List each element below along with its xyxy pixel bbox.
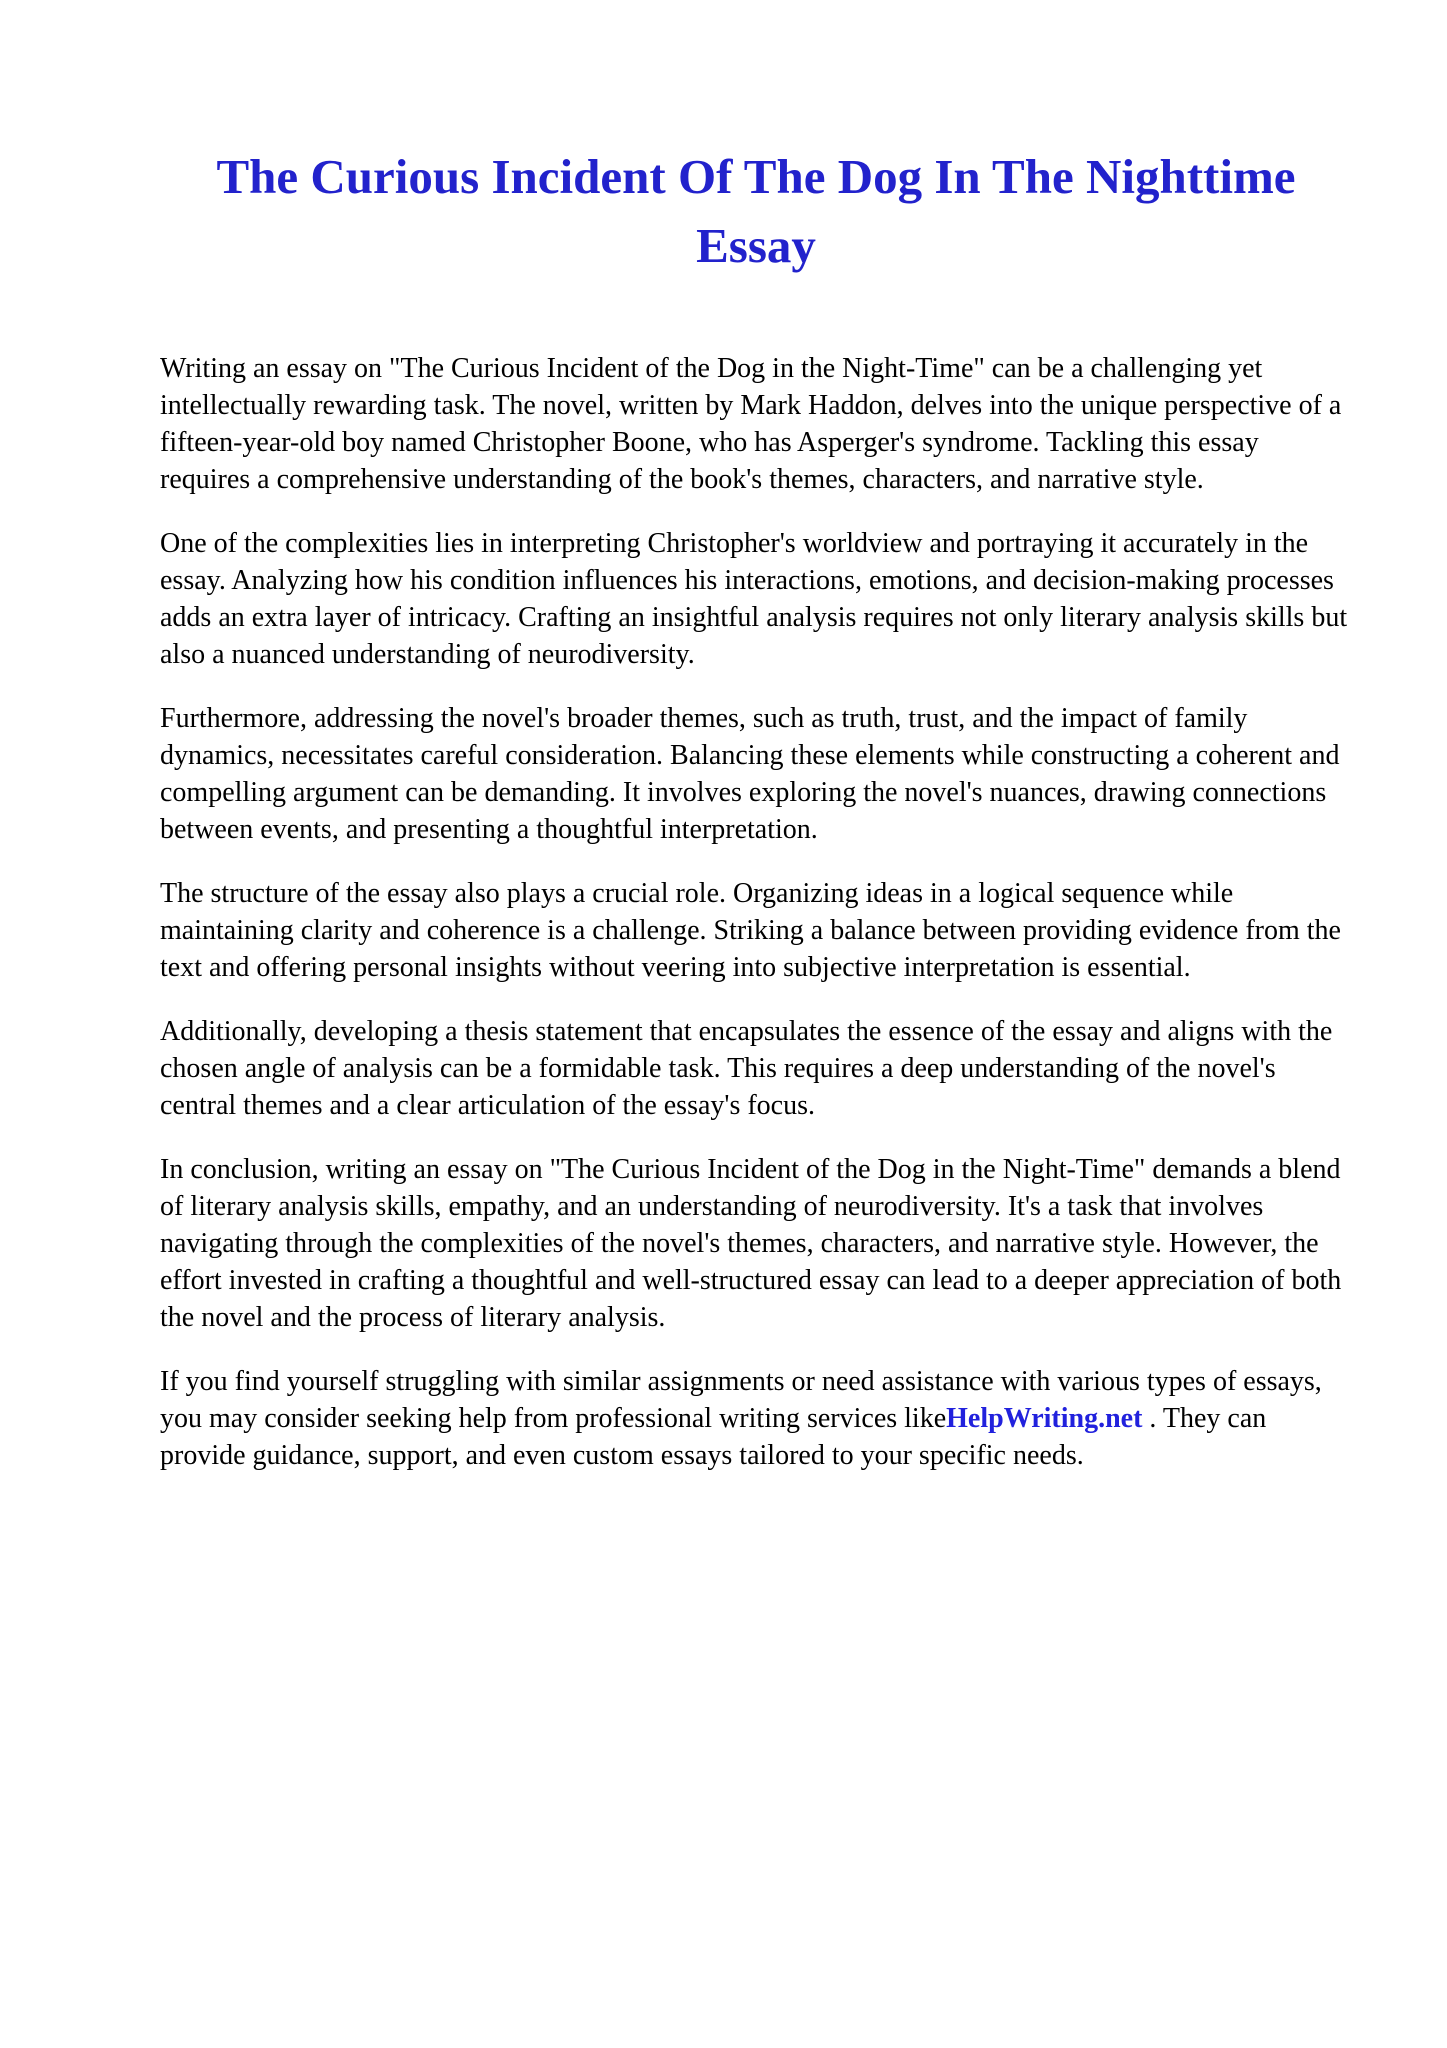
essay-paragraph-5: Additionally, developing a thesis statement that encapsulates the essence of the essay and aligns with the chosen angle of analysis can be a formidable task. This requires a deep understanding of the novel's central themes and a clear articulation of the essay's focus. [160,1016,1333,1121]
essay-paragraph-2: One of the complexities lies in interpreting Christopher's worldview and portraying it accurately in the essay. Analyzing how his condition influences his interactions, emotions, and decision-making processes adds an extra layer of intricacy. Crafting an insightful analysis requires not only literary analysis skills but also a nuanced understanding of neurodiversity. [160,528,1348,670]
essay-paragraph-4: The structure of the essay also plays a crucial role. Organizing ideas in a logical sequence while maintaining clarity and coherence is a challenge. Striking a balance between providing evidence from the text and offering personal insights without veering into subjective interpretation is essential. [160,878,1341,983]
closing-text-before-link: If you find yourself struggling with similar assignments or need assistance with various types of essays, you may consider seeking help from professional writing services like [160,1366,1322,1434]
essay-content [160,0,1352,1501]
essay-paragraph-7 [160,1363,1352,1474]
essay-title: The Curious Incident Of The Dog In The Nighttime Essay [216,149,1296,273]
essay-paragraph-6: In conclusion, writing an essay on "The Curious Incident of the Dog in the Night-Time" demands a blend of literary analysis skills, empathy, and an understanding of neurodiversity. It's a task that involves navigating through the complexities of the novel's themes, characters, and narrative style. However, the effort invested in crafting a thoughtful and well-structured essay can lead to a deeper appreciation of both the novel and the process of literary analysis. [160,1154,1342,1333]
helpwriting-link[interactable]: HelpWriting.net [946,1403,1143,1434]
essay-paragraph-3: Furthermore, addressing the novel's broader themes, such as truth, trust, and the impact of family dynamics, necessitates careful consideration. Balancing these elements while constructing a coherent and compelling argument can be demanding. It involves exploring the novel's nuances, drawing connections between events, and presenting a thoughtful interpretation. [160,703,1340,845]
closing-text-after-link: . They can provide guidance, support, and even custom essays tailored to your specific needs. [160,1403,1267,1471]
essay-paragraph-1: Writing an essay on "The Curious Incident of the Dog in the Night-Time" can be a challenging yet intellectually rewarding task. The novel, written by Mark Haddon, delves into the unique perspective of a fifteen-year-old boy named Christopher Boone, who has Asperger's syndrome. Tackling this essay requires a comprehensive understanding of the book's themes, characters, and narrative style. [160,353,1342,495]
